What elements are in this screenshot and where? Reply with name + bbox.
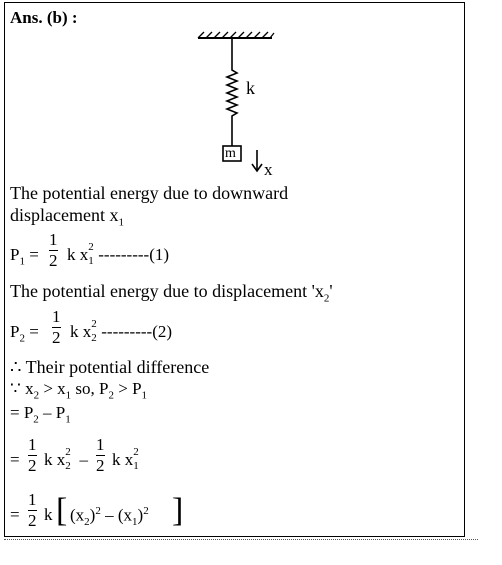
- text-line-3: The potential energy due to displacement '$x_2$': [10, 281, 333, 305]
- spring: [227, 38, 237, 146]
- answer-heading: Ans. (b) :: [10, 8, 78, 27]
- equation-4-term-1: k x 2 2 –: [44, 446, 88, 472]
- spring-mass-diagram: [190, 28, 290, 178]
- equation-4-fraction-2: 1 2: [96, 435, 105, 475]
- displacement-label: x: [264, 160, 273, 179]
- equation-1-rhs: k x 2 1 ---------(1): [67, 241, 170, 267]
- equation-1-lhs: $P_1$ =: [10, 245, 39, 268]
- equation-4-term-2: k x 2 1: [112, 446, 139, 472]
- equation-4-eq: =: [10, 450, 20, 469]
- spring-constant-label: k: [246, 78, 255, 98]
- equation-5-open-bracket: [: [56, 492, 68, 529]
- equation-5-bracket-content: $(x_2)^2 - (x_1)^2$: [70, 505, 149, 529]
- equation-2-fraction: 1 2: [52, 307, 61, 347]
- equation-3: = $P_2 - P_1$: [10, 403, 71, 426]
- equation-2-lhs: $P_2$ =: [10, 322, 39, 345]
- mass-label: m: [225, 146, 236, 161]
- page-divider: [4, 539, 478, 540]
- equation-5-close-bracket: ]: [172, 492, 184, 529]
- equation-5-k: k: [44, 505, 53, 524]
- equation-5-eq: =: [10, 505, 20, 524]
- text-line-5: ∵ $x_2 > x_1$ so, $P_2 > P_1$: [10, 379, 148, 402]
- equation-5-fraction: 1 2: [28, 490, 37, 530]
- text-line-4: ∴ Their potential difference: [10, 357, 210, 377]
- equation-4-fraction-1: 1 2: [28, 435, 37, 475]
- text-line-2: displacement $x_1$: [10, 205, 124, 229]
- text-line-1: The potential energy due to downward: [10, 183, 289, 203]
- equation-1-fraction: 1 2: [49, 230, 58, 270]
- equation-2-rhs: k x 2 2 ---------(2): [70, 318, 173, 344]
